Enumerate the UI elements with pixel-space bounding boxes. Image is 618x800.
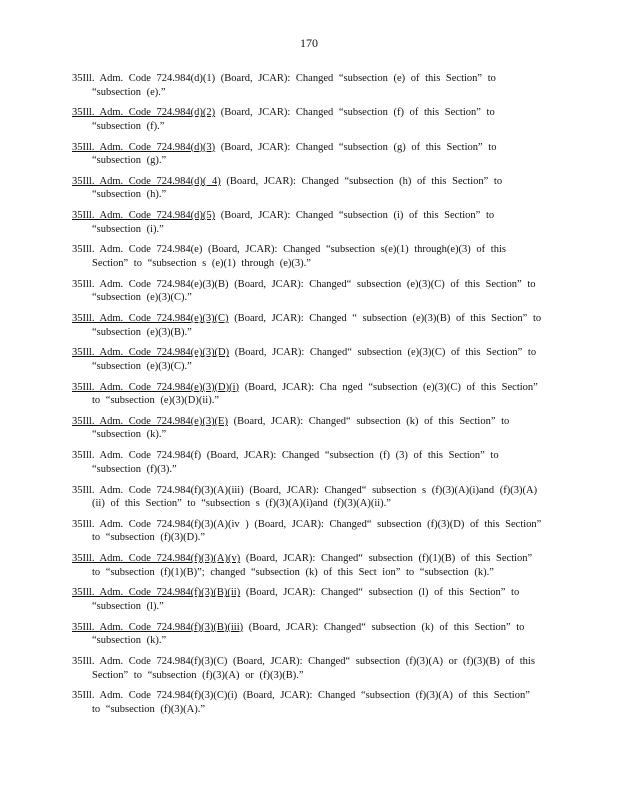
entry <box>72 209 542 236</box>
entry-citation: 35Ill. Adm. Code 724.984(d)(5) <box>72 210 216 222</box>
entry-note: (Board, JCAR): Changed “subsection (h) of this Section” to “subsection (h).” <box>92 175 503 201</box>
entry-note: (Board, JCAR): Changed“ subsection (f)(3)(A) or (f)(3)(B) of this Section” to “subsection (f)(3)(A) or (f)(3)(B).” <box>92 656 535 681</box>
entry <box>72 312 542 339</box>
entry-citation: 35Ill. Adm. Code 724.984(f)(3)(B)(ii) <box>72 587 241 599</box>
entry <box>72 518 542 545</box>
entry-citation: 35Ill. Adm. Code 724.984(f)(3)(C)(i) <box>72 690 238 702</box>
entry-note: (Board, JCAR): Changed“ subsection (f)(3)(D) of this Section” to “subsection (f)(3)(D).” <box>92 518 542 544</box>
entry-note: (Board, JCAR): Changed “subsection (g) of this Section” to “subsection (g).” <box>92 141 497 167</box>
entry <box>72 175 542 202</box>
entry-citation: 35Ill. Adm. Code 724.984(e)(3)(C) <box>72 313 229 325</box>
entry <box>72 381 542 408</box>
entry-note: (Board, JCAR): Changed “subsection s(e)(1) through(e)(3) of this Section” to “subsection s (e)(1) through (e)(3).” <box>92 244 506 269</box>
entry-note: (Board, JCAR): Changed“ subsection (f)(1)(B) of this Section” to “subsection (f)(1)(B)”; changed “subsection (k) of this Sect ion” to “subsection (k).” <box>92 553 533 578</box>
entry <box>72 415 542 442</box>
entry-citation: 35Ill. Adm. Code 724.984(e)(3)(E) <box>72 415 228 427</box>
entry <box>72 621 542 648</box>
entry <box>72 106 542 133</box>
entry-citation: 35Ill. Adm. Code 724.984(e)(3)(D)(i) <box>72 381 240 393</box>
entry-citation: 35Ill. Adm. Code 724.984(d)(3) <box>72 141 216 153</box>
entry-note: (Board, JCAR): Changed “subsection (f)(3)(A) of this Section” to “subsection (f)(3)(A).” <box>92 690 530 715</box>
entry-citation: 35Ill. Adm. Code 724.984(f)(3)(A)(v) <box>72 553 241 565</box>
entry-note: (Board, JCAR): Changed “subsection (i) of this Section” to “subsection (i).” <box>92 210 495 235</box>
entry-citation: 35Ill. Adm. Code 724.984(e)(3)(D) <box>72 347 230 359</box>
entry-citation: 35Ill. Adm. Code 724.984(f)(3)(B)(iii) <box>72 621 244 633</box>
entry-note: (Board, JCAR): Changed “ subsection (e)(3)(B) of this Section” to “subsection (e)(3)(B).” <box>92 313 542 338</box>
entry-citation: 35Ill. Adm. Code 724.984(f)(3)(A)(iii) <box>72 484 244 496</box>
entry <box>72 484 542 511</box>
entry-note: (Board, JCAR): Changed“ subsection (e)(3)(C) of this Section” to “subsection (e)(3)(C).” <box>92 278 536 304</box>
entry <box>72 655 542 682</box>
entry <box>72 346 542 373</box>
entry-citation: 35Ill. Adm. Code 724.984(e)(3)(B) <box>72 278 229 290</box>
entry-note: (Board, JCAR): Changed“ subsection (k) of this Section” to “subsection (k).” <box>92 621 525 647</box>
entry-note: (Board, JCAR): Changed“ subsection (l) of this Section” to “subsection (l).” <box>92 587 520 612</box>
entry <box>72 586 542 613</box>
entry-citation: 35Ill. Adm. Code 724.984(f)(3)(A)(iv ) <box>72 518 249 530</box>
entry-citation: 35Ill. Adm. Code 724.984(e) <box>72 244 203 256</box>
entry <box>72 141 542 168</box>
entry <box>72 278 542 305</box>
entry-note: (Board, JCAR): Changed “subsection (f) of this Section” to “subsection (f).” <box>92 107 495 132</box>
entry-citation: 35Ill. Adm. Code 724.984(d)(1) <box>72 73 216 84</box>
entry-note: (Board, JCAR): Changed“ subsection s (f)(3)(A)(i)and (f)(3)(A)(ii) of this Section” to “subsection s (f)(3)(A)(i)and (f)(3)(A)(ii).” <box>92 484 538 510</box>
entry-note: (Board, JCAR): Changed “subsection (e) of this Section” to “subsection (e).” <box>92 73 496 98</box>
entry-list <box>72 72 542 724</box>
entry-citation: 35Ill. Adm. Code 724.984(d)(2) <box>72 107 216 119</box>
entry-note: (Board, JCAR): Changed“ subsection (k) of this Section” to “subsection (k).” <box>92 415 510 441</box>
entry-citation: 35Ill. Adm. Code 724.984(d)( 4) <box>72 175 221 187</box>
entry-citation: 35Ill. Adm. Code 724.984(f)(3)(C) <box>72 656 228 668</box>
entry-note: (Board, JCAR): Changed“ subsection (e)(3)(C) of this Section” to “subsection (e)(3)(C).” <box>92 347 537 372</box>
entry <box>72 72 542 99</box>
entry <box>72 689 542 716</box>
entry-note: (Board, JCAR): Changed “subsection (f) (3) of this Section” to “subsection (f)(3).” <box>92 450 499 475</box>
page-number: 170 <box>300 36 318 50</box>
entry <box>72 449 542 476</box>
entry-note: (Board, JCAR): Cha nged “subsection (e)(3)(C) of this Section” to “subsection (e)(3)(D)(ii).” <box>92 381 538 407</box>
entry <box>72 552 542 579</box>
entry-citation: 35Ill. Adm. Code 724.984(f) <box>72 450 202 462</box>
entry <box>72 243 542 270</box>
